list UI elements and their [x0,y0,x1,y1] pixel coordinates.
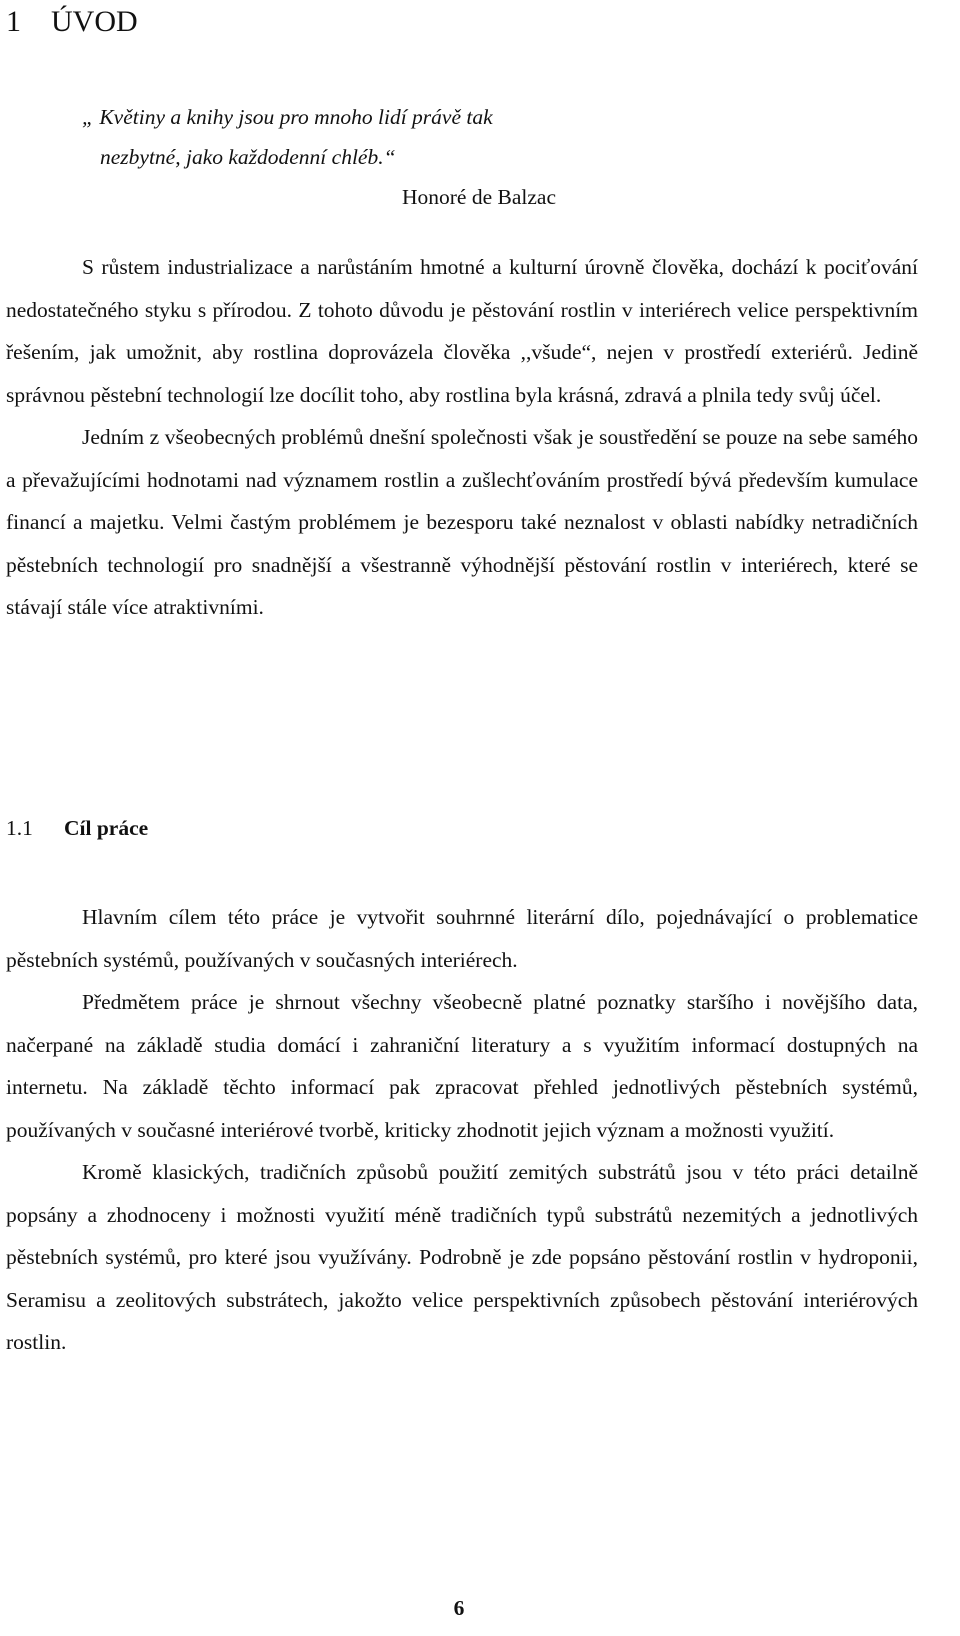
chapter-title: ÚVOD [51,5,138,38]
quote-author: Honoré de Balzac [402,185,557,209]
epigraph-quote [82,97,682,217]
page-number: 6 [453,1596,465,1620]
chapter-heading [6,2,138,42]
section-title: Cíl práce [64,816,149,840]
quote-line-1: „ Květiny a knihy jsou pro mnoho lidí právě tak [82,105,493,129]
intro-paragraph-2: Jedním z všeobecných problémů dnešní společnosti však je soustředění se pouze na sebe samého a převažujícími hodnotami nad významem rostlin a zušlechťováním prostředí bývá především kumulace financí a majetku. Velmi častým problémem je bezesporu také neznalost v oblasti nabídky netradičních pěstebních technologií pro snadnější a všestranně výhodnější pěstování rostlin v interiérech, které se stávají stále více atraktivními. [6,425,918,619]
intro-text [6,246,918,629]
section-heading [6,808,148,848]
intro-paragraph-1: S růstem industrializace a narůstáním hmotné a kulturní úrovně člověka, dochází k pociťování nedostatečného styku s přírodou. Z tohoto důvodu je pěstování rostlin v interiérech velice perspektivním řešením, jak umožnit, aby rostlina doprovázela člověka ,,všude“, nejen v prostředí exteriérů. Jedině správnou pěstební technologií lze docílit toho, aby rostlina byla krásná, zdravá a plnila tedy svůj účel. [6,255,918,407]
goal-text [6,896,918,1364]
goal-paragraph-1: Hlavním cílem této práce je vytvořit souhrnné literární dílo, pojednávající o problematice pěstebních systémů, používaných v současných interiérech. [6,905,918,972]
chapter-number: 1 [6,5,21,38]
goal-paragraph-2: Předmětem práce je shrnout všechny všeobecně platné poznatky staršího i novějšího data, načerpané na základě studia domácí i zahraniční literatury a s využitím informací dostupných na internetu. Na základě těchto informací pak zpracovat přehled jednotlivých pěstebních systémů, používaných v současné interiérové tvorbě, kriticky zhodnotit jejich význam a možnosti využití. [6,990,918,1142]
goal-paragraph-3: Kromě klasických, tradičních způsobů použití zemitých substrátů jsou v této práci detailně popsány a zhodnoceny i možnosti využití méně tradičních typů substrátů nezemitých a jednotlivých pěstebních systémů, pro které jsou využívány. Podrobně je zde popsáno pěstování rostlin v hydroponii, Seramisu a zeolitových substrátech, jakožto velice perspektivních způsobech pěstování interiérových rostlin. [6,1160,918,1354]
section-number: 1.1 [6,816,33,840]
quote-line-2: nezbytné, jako každodenní chléb.“ [100,145,396,169]
